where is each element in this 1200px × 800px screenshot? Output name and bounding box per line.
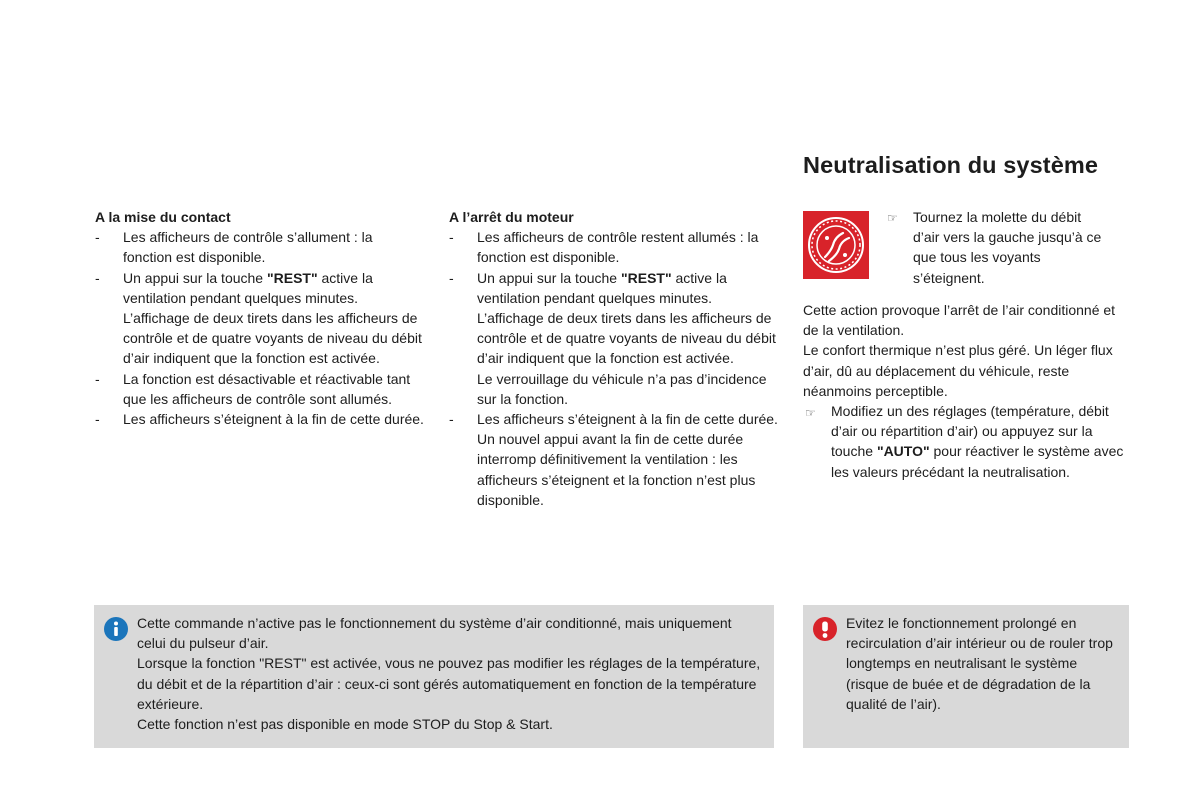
left-column bbox=[95, 207, 425, 429]
right-paragraph: Cette action provoque l’arrêt de l’air conditionné et de la ventilation. bbox=[803, 302, 1116, 339]
left-column-heading: A la mise du contact bbox=[95, 209, 231, 225]
list-item: - Les afficheurs de contrôle s’allument : la fonction est disponible. bbox=[95, 227, 425, 267]
right-instruction bbox=[887, 207, 1107, 288]
list-item: - Les afficheurs de contrôle restent allumés : la fonction est disponible. bbox=[449, 227, 779, 267]
auto-key-label: "AUTO" bbox=[876, 443, 930, 460]
list-item-note: Le verrouillage du véhicule n’a pas d’incidence sur la fonction. bbox=[477, 370, 767, 407]
list-item: - La fonction est désactivable et réactivable tant que les afficheurs de contrôle sont allumés. bbox=[95, 369, 425, 409]
middle-column bbox=[449, 207, 779, 510]
rest-key-label: "REST" bbox=[620, 269, 672, 286]
list-item: - Les afficheurs s’éteignent à la fin de cette durée. bbox=[95, 409, 425, 429]
right-body bbox=[803, 300, 1133, 482]
info-line: Cette commande n’active pas le fonctionnement du système d’air conditionné, mais uniquement celui du pulseur d’air. bbox=[137, 615, 732, 652]
rest-key-label: "REST" bbox=[266, 269, 318, 286]
section-title: Neutralisation du système bbox=[803, 152, 1099, 178]
right-paragraph: Le confort thermique n’est plus géré. Un léger flux d’air, dû au déplacement du véhicule, reste néanmoins perceptible. bbox=[803, 342, 1113, 399]
airflow-dial-icon bbox=[803, 211, 869, 279]
info-text bbox=[137, 613, 762, 734]
middle-column-heading: A l’arrêt du moteur bbox=[449, 209, 574, 225]
instruction-text: Tournez la molette du débit d’air vers la gauche jusqu’à ce que tous les voyants s’éteignent. bbox=[913, 209, 1102, 286]
right-bullet: ☞ Modifiez un des réglages (température, débit d’air ou répartition d’air) ou appuyez sur la touche "AUTO" pour réactiver le système avec les valeurs précédant la neutralisation. bbox=[805, 403, 1124, 480]
info-line: Cette fonction n’est pas disponible en mode STOP du Stop & Start. bbox=[137, 716, 553, 733]
list-item: - Un appui sur la touche "REST" active la ventilation pendant quelques minutes. L’affichage de deux tirets dans les afficheurs de contrôle et de quatre voyants de niveau du débit d’air indiquent que la fonction est activée. bbox=[95, 268, 425, 369]
list-item: - Un appui sur la touche "REST" active la ventilation pendant quelques minutes. L’affichage de deux tirets dans les afficheurs de contrôle et de quatre voyants de niveau du débit d’air indiquent que la fonction est activée. Le verrouillage du véhicule n’a pas d’incidence sur la fonction. bbox=[449, 268, 779, 409]
info-line: Lorsque la fonction "REST" est activée, vous ne pouvez pas modifier les réglages de la température, du débit et de la répartition d’air : ceux-ci sont gérés automatiquement en fonction de la température extérieure. bbox=[137, 655, 761, 712]
info-icon bbox=[104, 617, 128, 641]
warning-icon bbox=[813, 617, 837, 641]
left-column-list bbox=[95, 227, 425, 429]
pointing-hand-icon: ☞ bbox=[887, 211, 898, 225]
warning-box bbox=[803, 605, 1129, 748]
list-item: - Les afficheurs s’éteignent à la fin de cette durée. Un nouvel appui avant la fin de cette durée interromp définitivement la ventilation : les afficheurs s’éteignent et la fonction n’est plus disponible. bbox=[449, 409, 779, 510]
pointing-hand-icon: ☞ bbox=[805, 406, 816, 421]
list-item-note: Un nouvel appui avant la fin de cette durée interromp définitivement la ventilation : les afficheurs s’éteignent et la fonction n’est plus disponible. bbox=[477, 431, 756, 508]
info-box bbox=[94, 605, 774, 748]
warning-text: Evitez le fonctionnement prolongé en recirculation d’air intérieur ou de rouler trop longtemps en neutralisant le système (risque de buée et de dégradation de la qualité de l’air). bbox=[846, 615, 1113, 712]
middle-column-list bbox=[449, 227, 779, 510]
